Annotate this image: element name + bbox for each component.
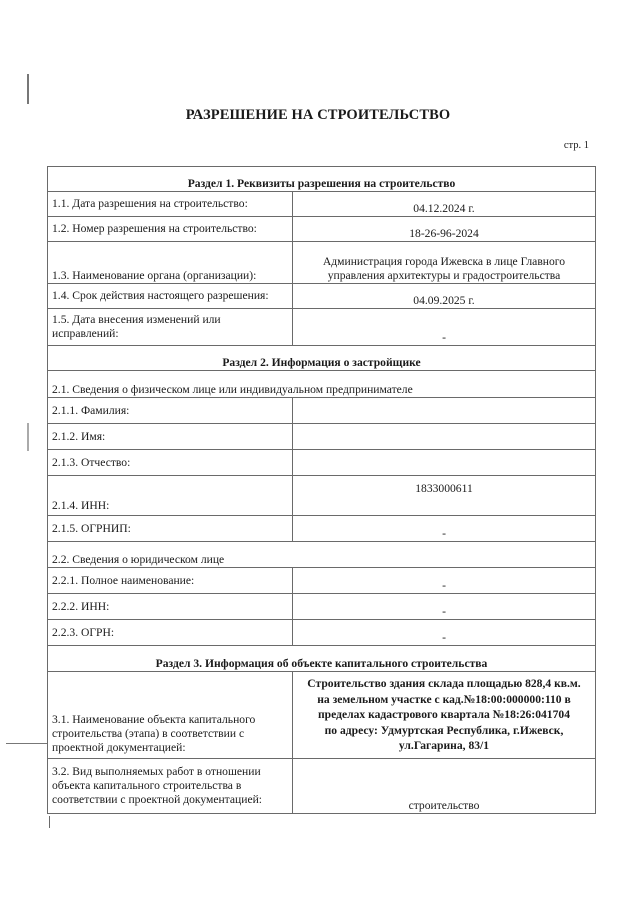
permit-number-value: 18-26-96-2024 [293, 217, 596, 242]
object-name-value-line: Строительство здания склада площадью 828,4 кв.м. [307, 677, 581, 690]
object-name-label-line: проектной документацией: [52, 741, 186, 754]
section-header-row [48, 167, 596, 192]
amendment-date-label-line: 1.5. Дата внесения изменений или [52, 313, 221, 326]
table-row [48, 450, 596, 476]
amendment-date-label-line: исправлений: [52, 327, 119, 340]
permit-date-value: 04.12.2024 г. [293, 192, 596, 217]
surname-value [293, 398, 596, 424]
table-continuation-line [49, 816, 50, 828]
table-row [48, 424, 596, 450]
legal-entity-header: 2.2. Сведения о юридическом лице [48, 542, 596, 568]
section-3-header: Раздел 3. Информация об объекте капитального строительства [48, 646, 596, 672]
table-row [48, 217, 596, 242]
table-row [48, 192, 596, 217]
document-title: РАЗРЕШЕНИЕ НА СТРОИТЕЛЬСТВО [185, 107, 451, 123]
work-type-value: строительство [293, 759, 596, 814]
work-type-label [48, 759, 293, 814]
amendment-date-label [48, 309, 293, 346]
section-header-row [48, 646, 596, 672]
object-name-value-line: на земельном участке с кад.№18:00:000000:110 в [317, 692, 571, 706]
section-2-header: Раздел 2. Информация о застройщике [48, 346, 596, 371]
table-row [48, 242, 596, 284]
amendment-date-value: - [293, 309, 596, 346]
issuing-authority-value [293, 242, 596, 284]
table-row [48, 594, 596, 620]
legal-inn-value: - [293, 594, 596, 620]
ogrnip-label: 2.1.5. ОГРНИП: [48, 516, 293, 542]
subheader-row [48, 542, 596, 568]
object-name-value-line: по адресу: Удмуртская Республика, г.Ижевск, [324, 723, 564, 737]
issuing-authority-line: Администрация города Ижевска в лице Главного [322, 255, 566, 268]
scan-margin-mark [6, 743, 48, 744]
permit-date-label: 1.1. Дата разрешения на строительство: [48, 192, 293, 217]
object-name-value-line: ул.Гагарина, 83/1 [398, 739, 490, 752]
full-name-value: - [293, 568, 596, 594]
subheader-row [48, 371, 596, 398]
work-type-label-line: объекта капитального строительства в [52, 779, 242, 792]
validity-value: 04.09.2025 г. [293, 284, 596, 309]
section-header-row [48, 346, 596, 371]
table-row [48, 672, 596, 759]
object-name-label-line: строительства (этапа) в соответствии с [52, 727, 245, 740]
page-number: стр. 1 [563, 140, 589, 151]
first-name-label: 2.1.2. Имя: [48, 424, 293, 450]
legal-inn-label: 2.2.2. ИНН: [48, 594, 293, 620]
ogrn-label: 2.2.3. ОГРН: [48, 620, 293, 646]
patronymic-value [293, 450, 596, 476]
table-row [48, 568, 596, 594]
issuing-authority-line: управления архитектуры и градостроительства [327, 269, 561, 282]
work-type-label-line: 3.2. Вид выполняемых работ в отношении [52, 765, 261, 778]
work-type-label-line: соответствии с проектной документацией: [52, 793, 263, 806]
scan-margin-mark [27, 74, 29, 104]
section-1-header: Раздел 1. Реквизиты разрешения на строительство [48, 167, 596, 192]
patronymic-label: 2.1.3. Отчество: [48, 450, 293, 476]
validity-label: 1.4. Срок действия настоящего разрешения: [48, 284, 293, 309]
object-name-value [293, 672, 596, 759]
individual-info-header: 2.1. Сведения о физическом лице или индивидуальном предпринимателе [48, 371, 596, 398]
table-row [48, 284, 596, 309]
ogrnip-value: - [293, 516, 596, 542]
inn-label: 2.1.4. ИНН: [48, 476, 293, 516]
issuing-authority-label: 1.3. Наименование органа (организации): [48, 242, 293, 284]
object-name-label [48, 672, 293, 759]
full-name-label: 2.2.1. Полное наименование: [48, 568, 293, 594]
object-name-label-line: 3.1. Наименование объекта капитального [52, 713, 256, 726]
permit-number-label: 1.2. Номер разрешения на строительство: [48, 217, 293, 242]
table-row [48, 476, 596, 516]
table-row [48, 620, 596, 646]
table-row [48, 309, 596, 346]
table-row [48, 516, 596, 542]
first-name-value [293, 424, 596, 450]
ogrn-value: - [293, 620, 596, 646]
object-name-value-line: пределах кадастрового квартала №18:26:041704 [318, 708, 570, 721]
scan-margin-mark [27, 423, 29, 451]
permit-table [47, 166, 596, 814]
table-row [48, 398, 596, 424]
surname-label: 2.1.1. Фамилия: [48, 398, 293, 424]
inn-value: 1833000611 [293, 476, 596, 516]
table-row [48, 759, 596, 814]
